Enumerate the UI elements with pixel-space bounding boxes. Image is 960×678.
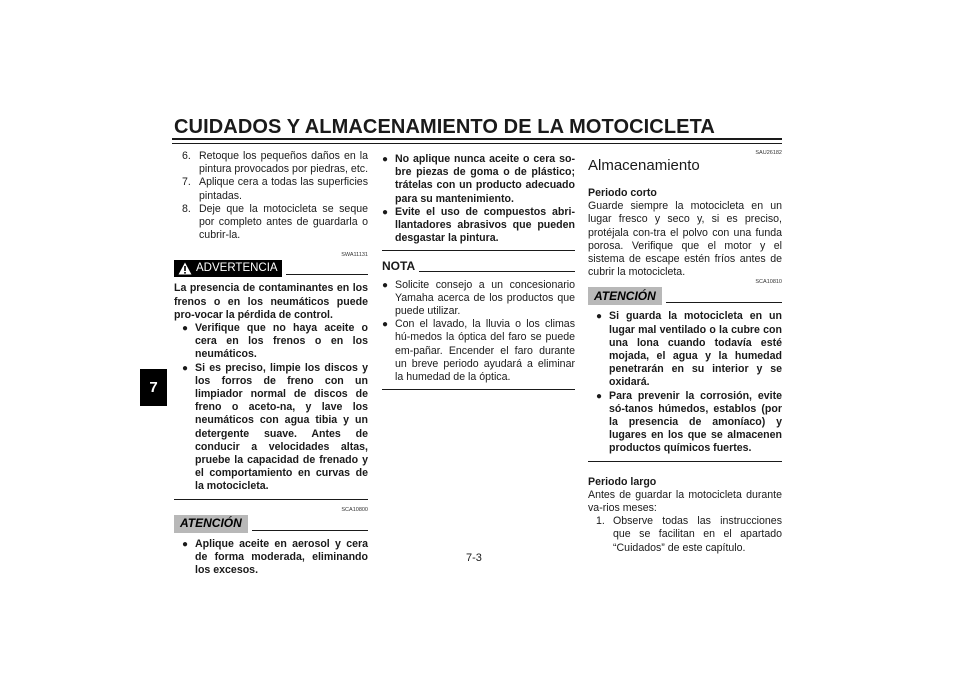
bullet-icon: ● [382, 154, 389, 165]
warning-label-box [174, 260, 282, 277]
long-period-text: Antes de guardar la motocicleta durante va-rios meses: [588, 488, 782, 515]
chapter-tab: 7 [140, 369, 167, 406]
step-number: 8. [182, 202, 191, 215]
caution-label: ATENCIÓN [174, 515, 248, 533]
warning-intro: La presencia de contaminantes en los frenos o en los neumáticos puede pro-vocar la pérdida de control. [174, 282, 368, 321]
short-period-text: Guarde siempre la motocicleta en un lugar fresco y seco y, si es preciso, protéjala con-tra el polvo con una funda porosa. Verifique que el motor y el sistema de escape estén fríos antes de cubrir la motocicleta. [588, 200, 782, 279]
note-bullet-text: Solicite consejo a un concesionario Yamaha acerca de los productos que puede utilizar. [395, 278, 575, 318]
step-item [174, 176, 368, 202]
caution-header [588, 287, 782, 305]
note-header-line [419, 271, 575, 272]
warning-header-line [286, 274, 368, 275]
note-header [382, 260, 575, 273]
step-item [174, 150, 368, 176]
caution-label: ATENCIÓN [588, 287, 662, 305]
note-label: NOTA [382, 259, 416, 274]
column-left [174, 150, 368, 577]
note-bullet [382, 279, 575, 319]
page-number: 7-3 [466, 552, 482, 564]
section-code: SAU26182 [755, 150, 782, 156]
column-right [588, 150, 782, 555]
warning-label: ADVERTENCIA [196, 262, 278, 275]
short-period-title: Periodo corto [588, 187, 657, 199]
caution-end-rule [382, 250, 575, 251]
caution-bullet [174, 538, 368, 578]
caution-bullet-text: Para prevenir la corrosión, evite só-tanos húmedos, establos (por la presencia de amoníaco) y lugares en los que se almacenen productos químicos fuertes. [609, 389, 782, 455]
caution-bullet [382, 153, 575, 206]
warning-bullet [174, 322, 368, 362]
bullet-icon: ● [182, 323, 189, 335]
caution-bullet-text: Aplique aceite en aerosol y cera de forma moderada, eliminando los excesos. [195, 537, 368, 577]
step-item [588, 515, 782, 555]
section-title: Almacenamiento [588, 157, 700, 174]
caution-bullet-text: Evite el uso de compuestos abri-llantadores abrasivos que pueden desgastar la pintura. [395, 205, 575, 245]
step-text: Observe todas las instrucciones que se facilitan en el apartado “Cuidados” de este capítulo. [613, 515, 782, 554]
caution-bullet-text: No aplique nunca aceite o cera so-bre piezas de goma o de plástico; trátelas con un producto adecuado para su mantenimiento. [395, 153, 575, 205]
caution-bullet [588, 310, 782, 389]
page-title: CUIDADOS Y ALMACENAMIENTO DE LA MOTOCICLETA [174, 116, 715, 138]
column-middle [382, 153, 575, 397]
step-item [174, 203, 368, 243]
note-end-rule [382, 389, 575, 390]
warning-bullet-text: Verifique que no haya aceite o cera en los frenos o en los neumáticos. [195, 322, 368, 361]
bullet-icon: ● [382, 206, 389, 218]
bullet-icon: ● [382, 319, 389, 331]
warning-bullet [174, 362, 368, 494]
step-number: 6. [182, 150, 191, 162]
caution-header-line [252, 530, 368, 531]
warning-header [174, 260, 368, 277]
bullet-icon: ● [182, 538, 189, 550]
warning-end-rule [174, 499, 368, 500]
step-text: Aplique cera a todas las superficies pintadas. [199, 176, 368, 202]
caution-bullet [382, 206, 575, 246]
caution-end-rule [588, 461, 782, 462]
caution-code: SCA10810 [755, 279, 782, 286]
note-bullet-text: Con el lavado, la lluvia o los climas hú-medos la óptica del faro se puede em-pañar. Encender el faro durante un breve periodo ayudará a eliminar la humedad de la óptica. [395, 318, 575, 384]
caution-bullet [588, 390, 782, 456]
title-rule-thin [172, 143, 782, 144]
caution-code: SCA10800 [341, 506, 368, 513]
bullet-icon: ● [382, 279, 389, 291]
bullet-icon: ● [182, 362, 189, 374]
warning-bullet-text: Si es preciso, limpie los discos y los forros de freno con un limpiador normal de discos de freno o aceto-na, y lave los neumáticos con agua tibia y un detergente suave. Antes de conducir a velocidades altas, pruebe la capacidad de frenado y el comportamiento en curvas de la motocicleta. [195, 361, 368, 493]
caution-header-line [666, 302, 782, 303]
step-text: Deje que la motocicleta se seque por completo antes de guardarla o cubrir-la. [199, 202, 368, 242]
warning-triangle-icon [178, 262, 192, 275]
step-number: 7. [182, 176, 191, 189]
note-bullet [382, 318, 575, 384]
step-number: 1. [596, 515, 605, 528]
warning-code: SWA11131 [341, 252, 368, 259]
bullet-icon: ● [596, 390, 603, 402]
bullet-icon: ● [596, 311, 603, 323]
caution-header [174, 515, 368, 533]
step-text: Retoque los pequeños daños en la pintura provocados por piedras, etc. [199, 150, 369, 176]
title-rule [172, 138, 782, 140]
caution-bullet-text: Si guarda la motocicleta en un lugar mal ventilado o la cubre con una lona cuando todavía esté mojada, el agua y la humedad penetrarán en su interior y se oxidará. [609, 310, 782, 389]
long-period-title: Periodo largo [588, 475, 657, 488]
